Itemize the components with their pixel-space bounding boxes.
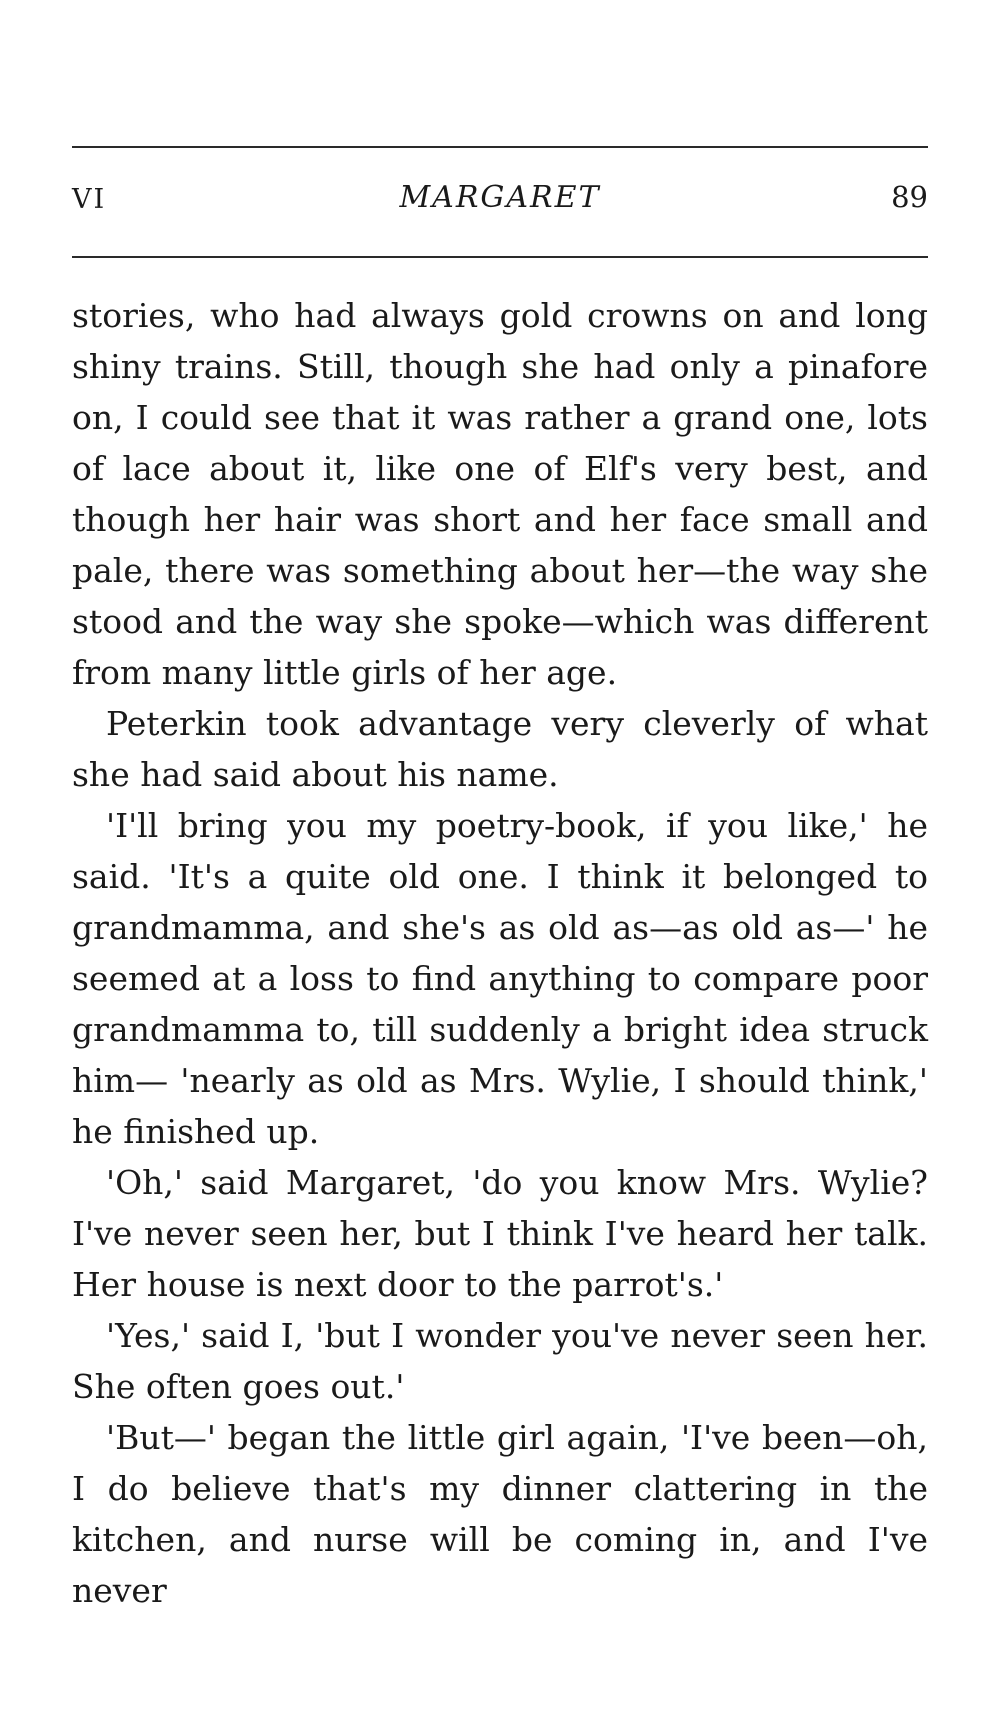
paragraph: 'Yes,' said I, 'but I wonder you've never seen her. She often goes out.': [72, 1316, 928, 1406]
running-title: MARGARET: [399, 180, 601, 215]
running-header: [72, 180, 928, 220]
header-top-rule: [72, 146, 928, 148]
body-text: [72, 290, 928, 1616]
header-bottom-rule: [72, 256, 928, 258]
paragraph: 'I'll bring you my poetry-book, if you like,' he said. 'It's a quite old one. I think it belonged to grandmamma, and she's as old as—as old as—' he seemed at a loss to find anything to compare poor grandmamma to, till suddenly a bright idea struck him— 'nearly as old as Mrs. Wylie, I should think,' he finished up.: [72, 806, 928, 1151]
chapter-number: VI: [72, 184, 107, 215]
paragraph: Peterkin took advantage very cleverly of what she had said about his name.: [72, 704, 928, 794]
page-number: 89: [891, 180, 928, 214]
paragraph: 'But—' began the little girl again, 'I've been—oh, I do believe that's my dinner clattering in the kitchen, and nurse will be coming in, and I've never: [72, 1418, 928, 1610]
paragraph-continuation: stories, who had always gold crowns on and long shiny trains. Still, though she had only a pinafore on, I could see that it was rather a grand one, lots of lace about it, like one of Elf's very best, and though her hair was short and her face small and pale, there was something about her—the way she stood and the way she spoke—which was different from many little girls of her age.: [72, 296, 928, 692]
paragraph: 'Oh,' said Margaret, 'do you know Mrs. Wylie? I've never seen her, but I think I've heard her talk. Her house is next door to the parrot's.': [72, 1163, 928, 1304]
